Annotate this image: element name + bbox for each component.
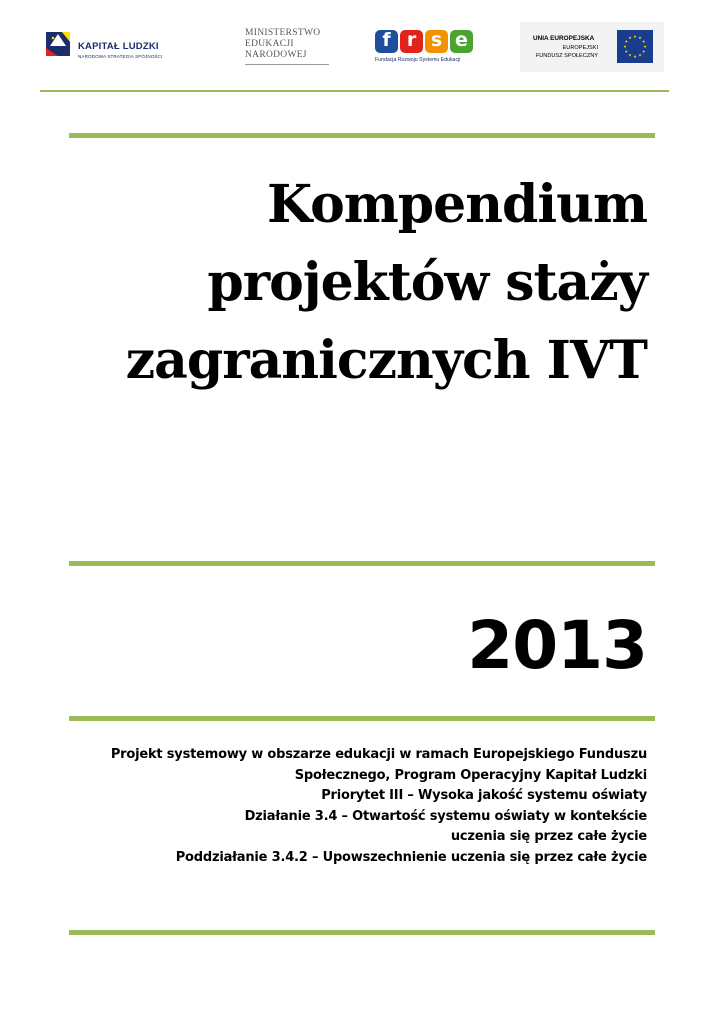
unia-europejska-title: UNIA EUROPEJSKA [533, 35, 595, 42]
green-divider [69, 561, 655, 566]
description-line: uczenia się przez całe życie [450, 829, 647, 845]
unia-europejska-line: EUROPEJSKI [562, 45, 598, 51]
description-line: Priorytet III – Wysoka jakość systemu oświaty [321, 788, 647, 804]
ministerstwo-line: EDUKACJI [245, 39, 294, 49]
ministerstwo-line: MINISTERSTWO [245, 28, 321, 38]
eu-flag-icon [617, 30, 653, 63]
title-line: Kompendium [267, 174, 647, 235]
green-divider [69, 716, 655, 721]
description-line: Projekt systemowy w obszarze edukacji w ramach Europejskiego Funduszu [110, 747, 647, 762]
kapital-ludzki-subtitle: NARODOWA STRATEGIA SPÓJNOŚCI [78, 54, 163, 59]
green-divider [69, 133, 655, 138]
title-line: projektów staży [207, 252, 647, 313]
document-year: 2013 [467, 607, 647, 684]
ministerstwo-underline [245, 64, 329, 65]
project-description [87, 745, 647, 869]
unia-europejska-logo [520, 22, 670, 74]
kapital-ludzki-emblem-icon [44, 28, 74, 60]
frse-letters [375, 30, 475, 54]
unia-europejska-line: FUNDUSZ SPOŁECZNY [535, 53, 598, 59]
description-line: Poddziałanie 3.4.2 – Upowszechnienie uczenia się przez całe życie [175, 849, 647, 865]
logo-header [40, 22, 670, 74]
green-divider [69, 930, 655, 935]
frse-letter-e: e [450, 30, 473, 53]
kapital-ludzki-title: KAPITAŁ LUDZKI [78, 41, 159, 52]
description-line: Działanie 3.4 – Otwartość systemu oświaty w kontekście [244, 808, 647, 824]
frse-letter-r: r [400, 30, 423, 53]
header-divider [40, 90, 669, 92]
ministerstwo-edukacji-logo [245, 28, 340, 74]
kapital-ludzki-logo [44, 28, 184, 68]
description-line: Społecznego, Program Operacyjny Kapitał Ludzki [294, 767, 647, 783]
frse-logo [375, 30, 480, 70]
frse-letter-s: s [425, 30, 448, 53]
title-line: zagranicznych IVT [125, 330, 647, 391]
ministerstwo-line: NARODOWEJ [245, 50, 307, 60]
frse-subtitle: Fundacja Rozwoju Systemu Edukacji [375, 57, 461, 63]
document-title [47, 166, 647, 400]
frse-letter-f: f [375, 30, 398, 53]
